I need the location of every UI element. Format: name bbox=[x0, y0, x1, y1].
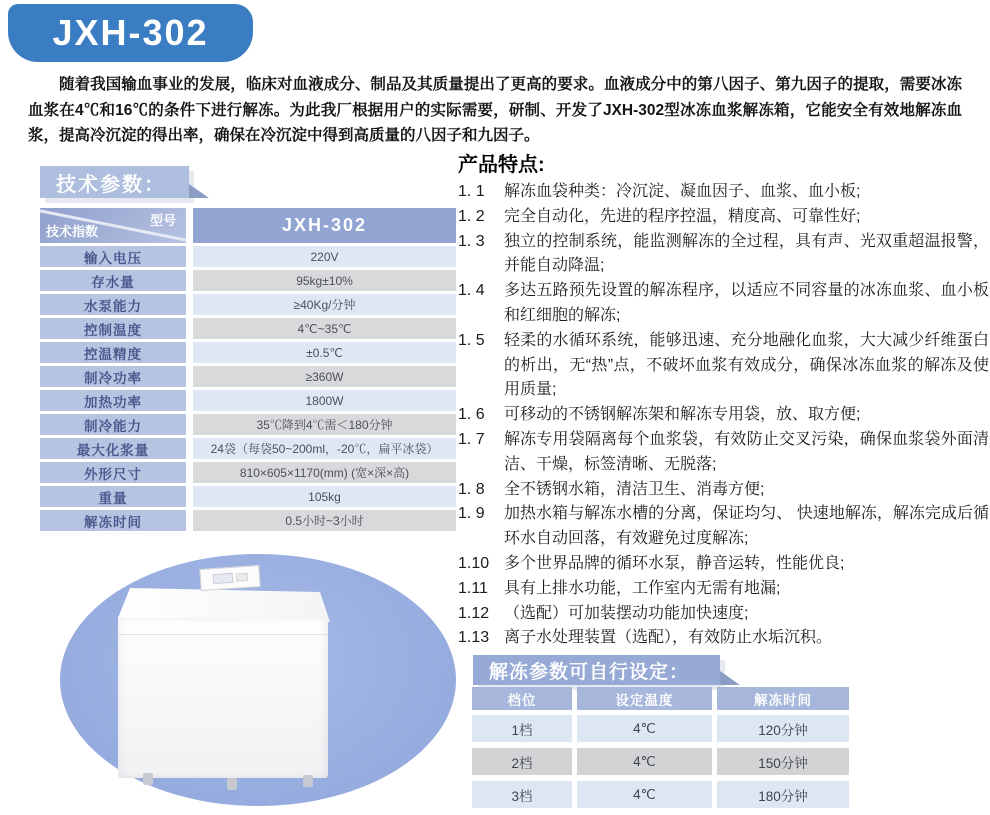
corner-label-index: 技术指数 bbox=[46, 224, 99, 239]
spec-value: 220V bbox=[193, 246, 456, 267]
list-item bbox=[458, 205, 989, 230]
list-item bbox=[458, 180, 989, 205]
feature-text: 解冻专用袋隔离每个血浆袋，有效防止交叉污染，确保血浆袋外面清洁、干燥，标签清晰、无脱落; bbox=[504, 430, 989, 473]
table-row bbox=[40, 342, 456, 363]
list-item bbox=[458, 230, 989, 280]
table-row bbox=[40, 486, 456, 507]
thaw-gear: 3档 bbox=[472, 781, 572, 808]
thaw-time: 120分钟 bbox=[717, 715, 849, 742]
spec-label: 控温精度 bbox=[40, 342, 186, 363]
freezer-control-panel bbox=[199, 565, 260, 591]
feature-number: 1. 1 bbox=[458, 183, 485, 200]
spec-label: 外形尺寸 bbox=[40, 462, 186, 483]
spec-label: 制冷能力 bbox=[40, 414, 186, 435]
thaw-gear: 1档 bbox=[472, 715, 572, 742]
freezer-body bbox=[118, 618, 328, 778]
freezer-display bbox=[212, 573, 233, 584]
corner-label-model: 型号 bbox=[149, 213, 176, 228]
feature-number: 1.12 bbox=[458, 604, 490, 622]
table-row bbox=[40, 318, 456, 339]
spec-label: 重量 bbox=[40, 486, 186, 507]
spec-value: 95kg±10% bbox=[193, 270, 456, 291]
spec-value: ≥360W bbox=[193, 366, 456, 387]
features-section bbox=[458, 148, 989, 651]
spec-label: 加热功率 bbox=[40, 390, 186, 411]
table-row bbox=[40, 366, 456, 387]
freezer-caster bbox=[227, 778, 237, 790]
feature-text: 加热水箱与解冻水槽的分离，保证均匀、 快速地解冻，解冻完成后循环水自动回落，有效避免过度解冻; bbox=[504, 505, 989, 548]
table-row bbox=[40, 246, 456, 267]
feature-number: 1. 4 bbox=[458, 282, 485, 300]
thaw-gear: 2档 bbox=[472, 748, 572, 775]
thaw-temp: 4℃ bbox=[577, 781, 712, 808]
spec-label: 解冻时间 bbox=[40, 510, 186, 531]
list-item bbox=[458, 502, 989, 552]
spec-value: ≥40Kg/分钟 bbox=[193, 294, 456, 315]
spec-label: 水泵能力 bbox=[40, 294, 186, 315]
spec-value: 35℃降到4℃需＜180分钟 bbox=[193, 414, 456, 435]
thaw-params-banner: 解冻参数可自行设定： bbox=[473, 655, 720, 685]
feature-number: 1. 5 bbox=[458, 331, 485, 349]
freezer-caster bbox=[143, 773, 153, 785]
column-header-time: 解冻时间 bbox=[717, 687, 849, 710]
spec-label: 最大化浆量 bbox=[40, 438, 186, 459]
spec-label: 制冷功率 bbox=[40, 366, 186, 387]
feature-number: 1.10 bbox=[458, 554, 490, 572]
feature-text: 完全自动化，先进的程序控温，精度高、可靠性好; bbox=[504, 207, 861, 225]
table-row bbox=[40, 390, 456, 411]
list-item bbox=[458, 279, 989, 329]
feature-number: 1. 7 bbox=[458, 430, 485, 448]
table-row bbox=[40, 294, 456, 315]
spec-table-header bbox=[40, 208, 456, 243]
tech-params-banner: 技术参数： bbox=[40, 166, 189, 198]
list-item bbox=[458, 602, 989, 627]
product-photo-freezer bbox=[60, 554, 456, 806]
freezer-lid-seam bbox=[118, 634, 328, 635]
column-header-temp: 设定温度 bbox=[577, 687, 712, 710]
model-badge: JXH-302 bbox=[8, 4, 253, 62]
table-row bbox=[40, 414, 456, 435]
list-item bbox=[458, 552, 989, 577]
thaw-time: 150分钟 bbox=[717, 748, 849, 775]
list-item bbox=[458, 478, 989, 503]
list-item bbox=[458, 403, 989, 428]
feature-number: 1. 6 bbox=[458, 406, 485, 424]
feature-text: 多达五路预先设置的解冻程序，以适应不同容量的冰冻血浆、血小板和红细胞的解冻; bbox=[504, 282, 989, 324]
table-row bbox=[40, 270, 456, 291]
feature-number: 1.11 bbox=[458, 579, 488, 597]
feature-number: 1. 8 bbox=[458, 480, 485, 498]
freezer-keypad bbox=[235, 573, 248, 582]
feature-text: 多个世界品牌的循环水泵，静音运转，性能优良; bbox=[504, 554, 845, 572]
feature-text: 全不锈钢水箱，清洁卫生、消毒方便; bbox=[504, 480, 765, 498]
table-row bbox=[472, 781, 849, 808]
thaw-table-header bbox=[472, 687, 849, 710]
feature-number: 1. 2 bbox=[458, 207, 485, 225]
feature-text: 离子水处理装置（选配），有效防止水垢沉积。 bbox=[504, 629, 833, 647]
spec-value: 0.5小时~3小时 bbox=[193, 510, 456, 531]
list-item bbox=[458, 626, 989, 651]
freezer-caster bbox=[303, 775, 313, 787]
list-item bbox=[458, 428, 989, 478]
thaw-temp: 4℃ bbox=[577, 715, 712, 742]
list-item bbox=[458, 329, 989, 403]
spec-value: 4℃~35℃ bbox=[193, 318, 456, 339]
spec-label: 输入电压 bbox=[40, 246, 186, 267]
spec-corner-cell bbox=[40, 208, 186, 243]
feature-number: 1. 3 bbox=[458, 232, 485, 250]
table-row bbox=[40, 438, 456, 459]
spec-label: 存水量 bbox=[40, 270, 186, 291]
table-row bbox=[472, 748, 849, 775]
feature-text: 可移动的不锈钢解冻架和解冻专用袋，放、取方便; bbox=[504, 406, 861, 424]
list-item bbox=[458, 577, 989, 602]
feature-number: 1. 9 bbox=[458, 505, 485, 523]
spec-value: 1800W bbox=[193, 390, 456, 411]
feature-number: 1.13 bbox=[458, 629, 490, 647]
feature-text: 解冻血袋种类：冷沉淀、凝血因子、血浆、血小板; bbox=[504, 183, 861, 200]
spec-value: 24袋（每袋50~200ml，-20℃，扁平冰袋） bbox=[193, 438, 456, 459]
feature-text: （选配）可加装摆动功能加快速度; bbox=[504, 604, 749, 622]
spec-value: 810×605×1170(mm) (宽×深×高) bbox=[193, 462, 456, 483]
spec-table bbox=[40, 208, 456, 534]
feature-text: 独立的控制系统，能监测解冻的全过程，具有声、光双重超温报警，并能自动降温; bbox=[504, 232, 989, 275]
thaw-temp: 4℃ bbox=[577, 748, 712, 775]
column-header-gear: 档位 bbox=[472, 687, 572, 710]
thaw-time: 180分钟 bbox=[717, 781, 849, 808]
intro-paragraph: 随着我国输血事业的发展，临床对血液成分、制品及其质量提出了更高的要求。血液成分中的第八因子、第九因子的提取，需要冰冻血浆在4℃和16℃的条件下进行解冻。为此我厂根据用户的实际需要，研制、开发了JXH-302型冰冻血浆解冻箱，它能安全有效地解冻血浆，提高冷沉淀的得出率，确保在冷沉淀中得到高质量的八因子和九因子。 bbox=[28, 76, 962, 144]
spec-value: 105kg bbox=[193, 486, 456, 507]
spec-label: 控制温度 bbox=[40, 318, 186, 339]
table-row bbox=[40, 510, 456, 531]
spec-value: ±0.5℃ bbox=[193, 342, 456, 363]
table-row bbox=[472, 715, 849, 742]
table-row bbox=[40, 462, 456, 483]
features-title: 产品特点: bbox=[458, 154, 545, 176]
feature-text: 具有上排水功能，工作室内无需有地漏; bbox=[504, 579, 781, 597]
feature-text: 轻柔的水循环系统，能够迅速、充分地融化血浆，大大减少纤维蛋白的析出，无“热”点，不破坏血浆有效成分，确保冰冻血浆的解冻及使用质量; bbox=[504, 331, 989, 399]
spec-model-header: JXH-302 bbox=[193, 208, 456, 243]
thaw-table bbox=[472, 687, 849, 814]
